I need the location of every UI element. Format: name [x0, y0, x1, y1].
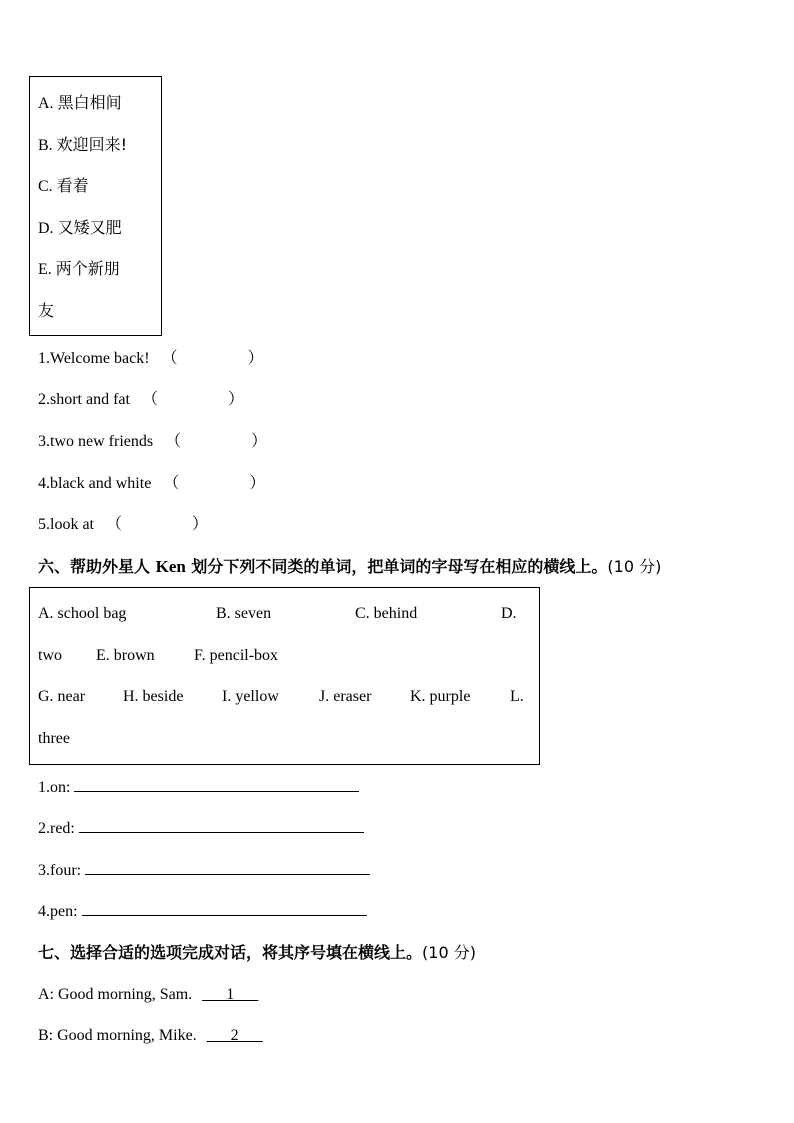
word-row: E. brown: [96, 647, 155, 664]
answer-blank[interactable]: [79, 818, 364, 833]
section-7-heading: 七、选择合适的选项完成对话，将其序号填在横线上。(10 分): [38, 943, 476, 962]
answer-paren[interactable]: （ ）: [141, 391, 245, 408]
answer-blank[interactable]: [85, 860, 370, 875]
option-item: D. 又矮又肥: [38, 218, 122, 237]
word-row: three: [38, 730, 70, 747]
option-box: [29, 76, 162, 336]
word-row: C. behind: [355, 605, 418, 622]
dialogue-line-1: A: Good morning, Sam. ___1___: [38, 986, 259, 1003]
word-row: L.: [510, 688, 524, 705]
option-item: A. 黑白相间: [38, 93, 122, 112]
word-row: I. yellow: [222, 688, 279, 705]
option-item: E. 两个新朋: [38, 259, 120, 278]
matching-question-4: 4.black and white （ ）: [38, 475, 266, 492]
answer-paren[interactable]: （ ）: [165, 433, 268, 450]
word-row: A. school bag: [38, 605, 127, 622]
dialogue-line-2: B: Good morning, Mike. ___2___: [38, 1027, 263, 1044]
word-row: F. pencil-box: [194, 647, 279, 664]
category-blank-3: 3.four:: [38, 860, 370, 881]
answer-paren[interactable]: （ ）: [161, 350, 264, 367]
word-row: J. eraser: [319, 688, 372, 705]
option-item: B. 欢迎回来!: [38, 135, 128, 154]
section-6-heading: 六、帮助外星人 Ken 划分下列不同类的单词，把单词的字母写在相应的横线上。(10 分): [38, 557, 662, 576]
category-blank-1: 1.on:: [38, 777, 359, 798]
matching-question-1: 1.Welcome back! （ ）: [38, 350, 264, 367]
matching-question-3: 3.two new friends （ ）: [38, 433, 268, 450]
matching-question-5: 5.look at （ ）: [38, 516, 209, 533]
matching-question-2: 2.short and fat （ ）: [38, 391, 245, 408]
word-row: G. near: [38, 688, 86, 705]
answer-paren[interactable]: （ ）: [106, 516, 209, 533]
answer-blank[interactable]: ___1___: [202, 986, 259, 1003]
answer-blank[interactable]: ___2___: [206, 1027, 263, 1044]
category-blank-2: 2.red:: [38, 818, 364, 839]
answer-paren[interactable]: （ ）: [163, 475, 266, 492]
word-row: two: [38, 647, 62, 664]
word-row: B. seven: [216, 605, 272, 622]
category-blank-4: 4.pen:: [38, 901, 367, 922]
word-row: D.: [501, 605, 517, 622]
option-item-wrap: 友: [38, 301, 55, 320]
answer-blank[interactable]: [82, 901, 367, 916]
answer-blank[interactable]: [74, 777, 359, 792]
word-row: H. beside: [123, 688, 184, 705]
word-row: K. purple: [410, 688, 471, 705]
option-item: C. 看着: [38, 176, 89, 195]
